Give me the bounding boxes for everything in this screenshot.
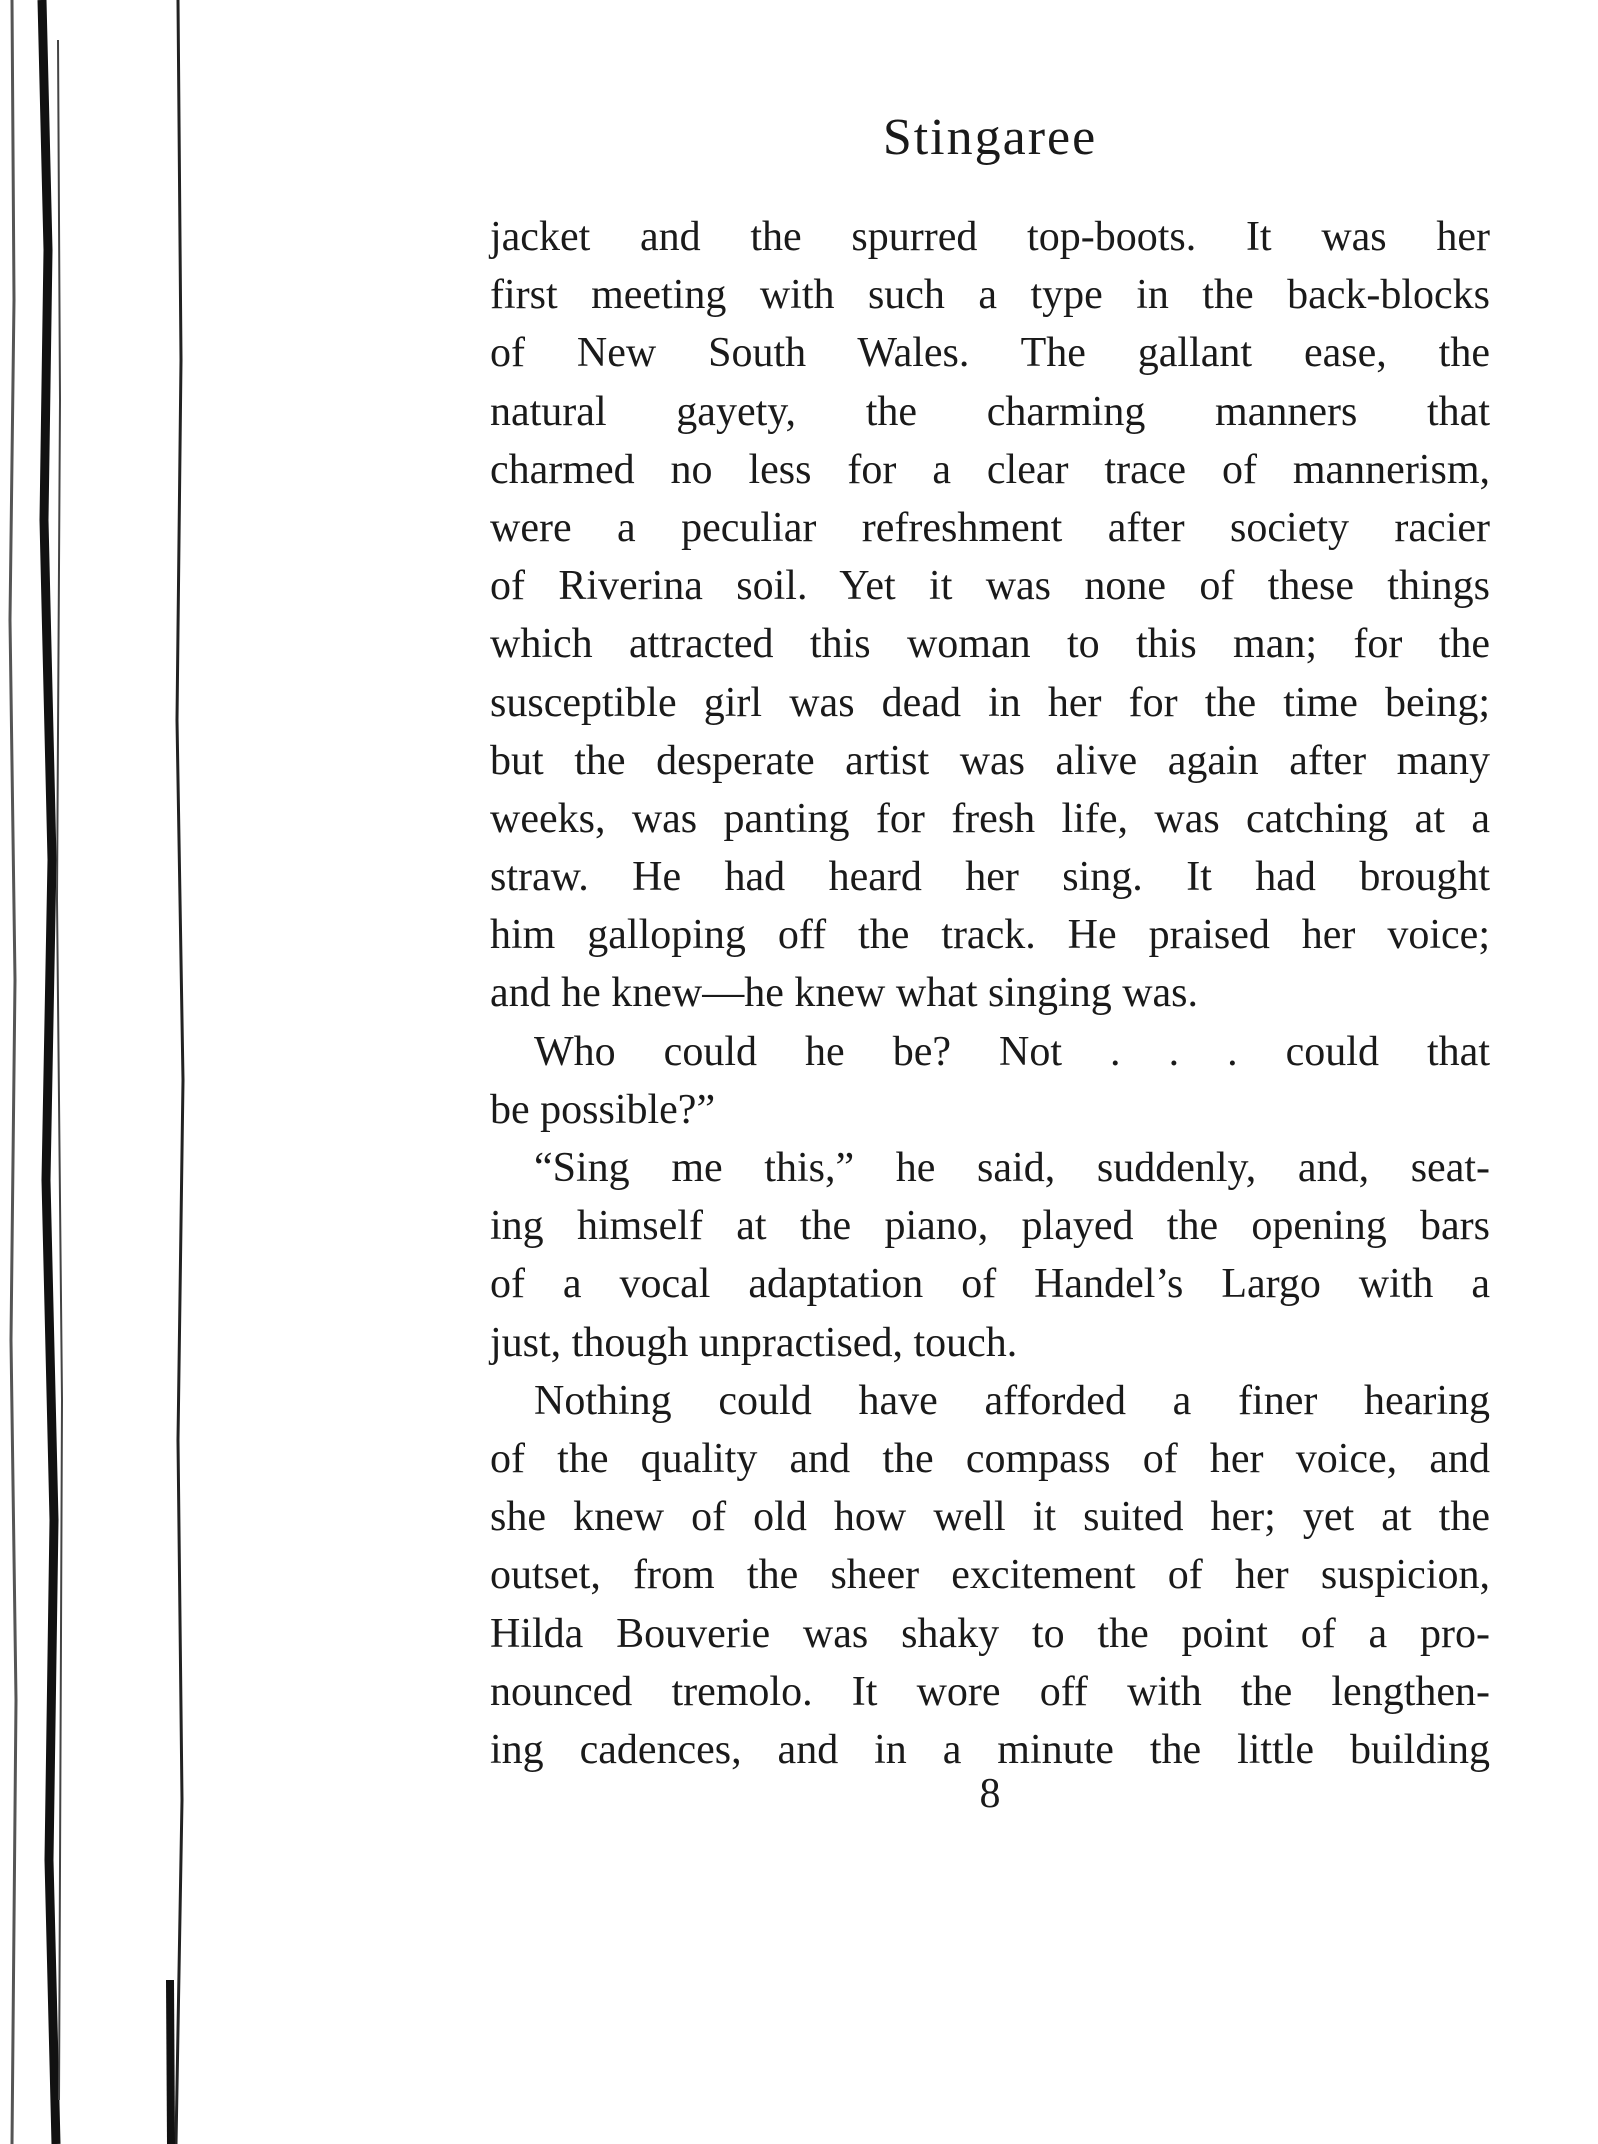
text-line: she knew of old how well it suited her; yet at the [490,1494,1490,1541]
text-line: of New South Wales. The gallant ease, the [490,330,1490,377]
text-line: of Riverina soil. Yet it was none of these things [490,563,1490,610]
text-line: jacket and the spurred top-boots. It was her [490,214,1490,260]
text-line: of a vocal adaptation of Handel’s Largo with a [490,1261,1490,1308]
text-line: were a peculiar refreshment after society racier [490,504,1490,551]
text-line: him galloping off the track. He praised her voice; [490,912,1490,959]
text-line: outset, from the sheer excitement of her suspicion, [490,1552,1490,1599]
book-binding-edge [0,0,190,2144]
running-head: Stingaree [882,109,1098,166]
text-line: Hilda Bouverie was shaky to the point of a pro- [490,1610,1490,1657]
text-line: be possible?” [490,1086,716,1133]
text-line: nounced tremolo. It wore off with the lengthen- [490,1668,1490,1715]
text-line: straw. He had heard her sing. It had brought [490,854,1490,901]
text-line: “Sing me this,” he said, suddenly, and, seat- [534,1145,1490,1191]
text-line: Who could he be? Not . . . could that [534,1028,1490,1075]
text-line: first meeting with such a type in the back-blocks [490,272,1490,319]
text-line: ing cadences, and in a minute the little building [490,1726,1490,1773]
text-line: and he knew—he knew what singing was. [490,970,1199,1017]
text-line: charmed no less for a clear trace of mannerism, [490,446,1490,493]
page-number: 8 [979,1771,1001,1817]
text-line: which attracted this woman to this man; for the [490,621,1490,668]
text-line: susceptible girl was dead in her for the time being; [490,679,1490,726]
body-text [490,208,1490,1779]
text-line: but the desperate artist was alive again after many [490,737,1490,784]
text-line: Nothing could have afforded a finer hearing [534,1377,1490,1424]
text-line: ing himself at the piano, played the opening bars [490,1203,1490,1250]
text-line: of the quality and the compass of her voice, and [490,1435,1490,1482]
text-line: weeks, was panting for fresh life, was catching at a [490,795,1490,842]
text-line: natural gayety, the charming manners that [490,388,1490,435]
text-line: just, though unpractised, touch. [490,1319,1018,1366]
